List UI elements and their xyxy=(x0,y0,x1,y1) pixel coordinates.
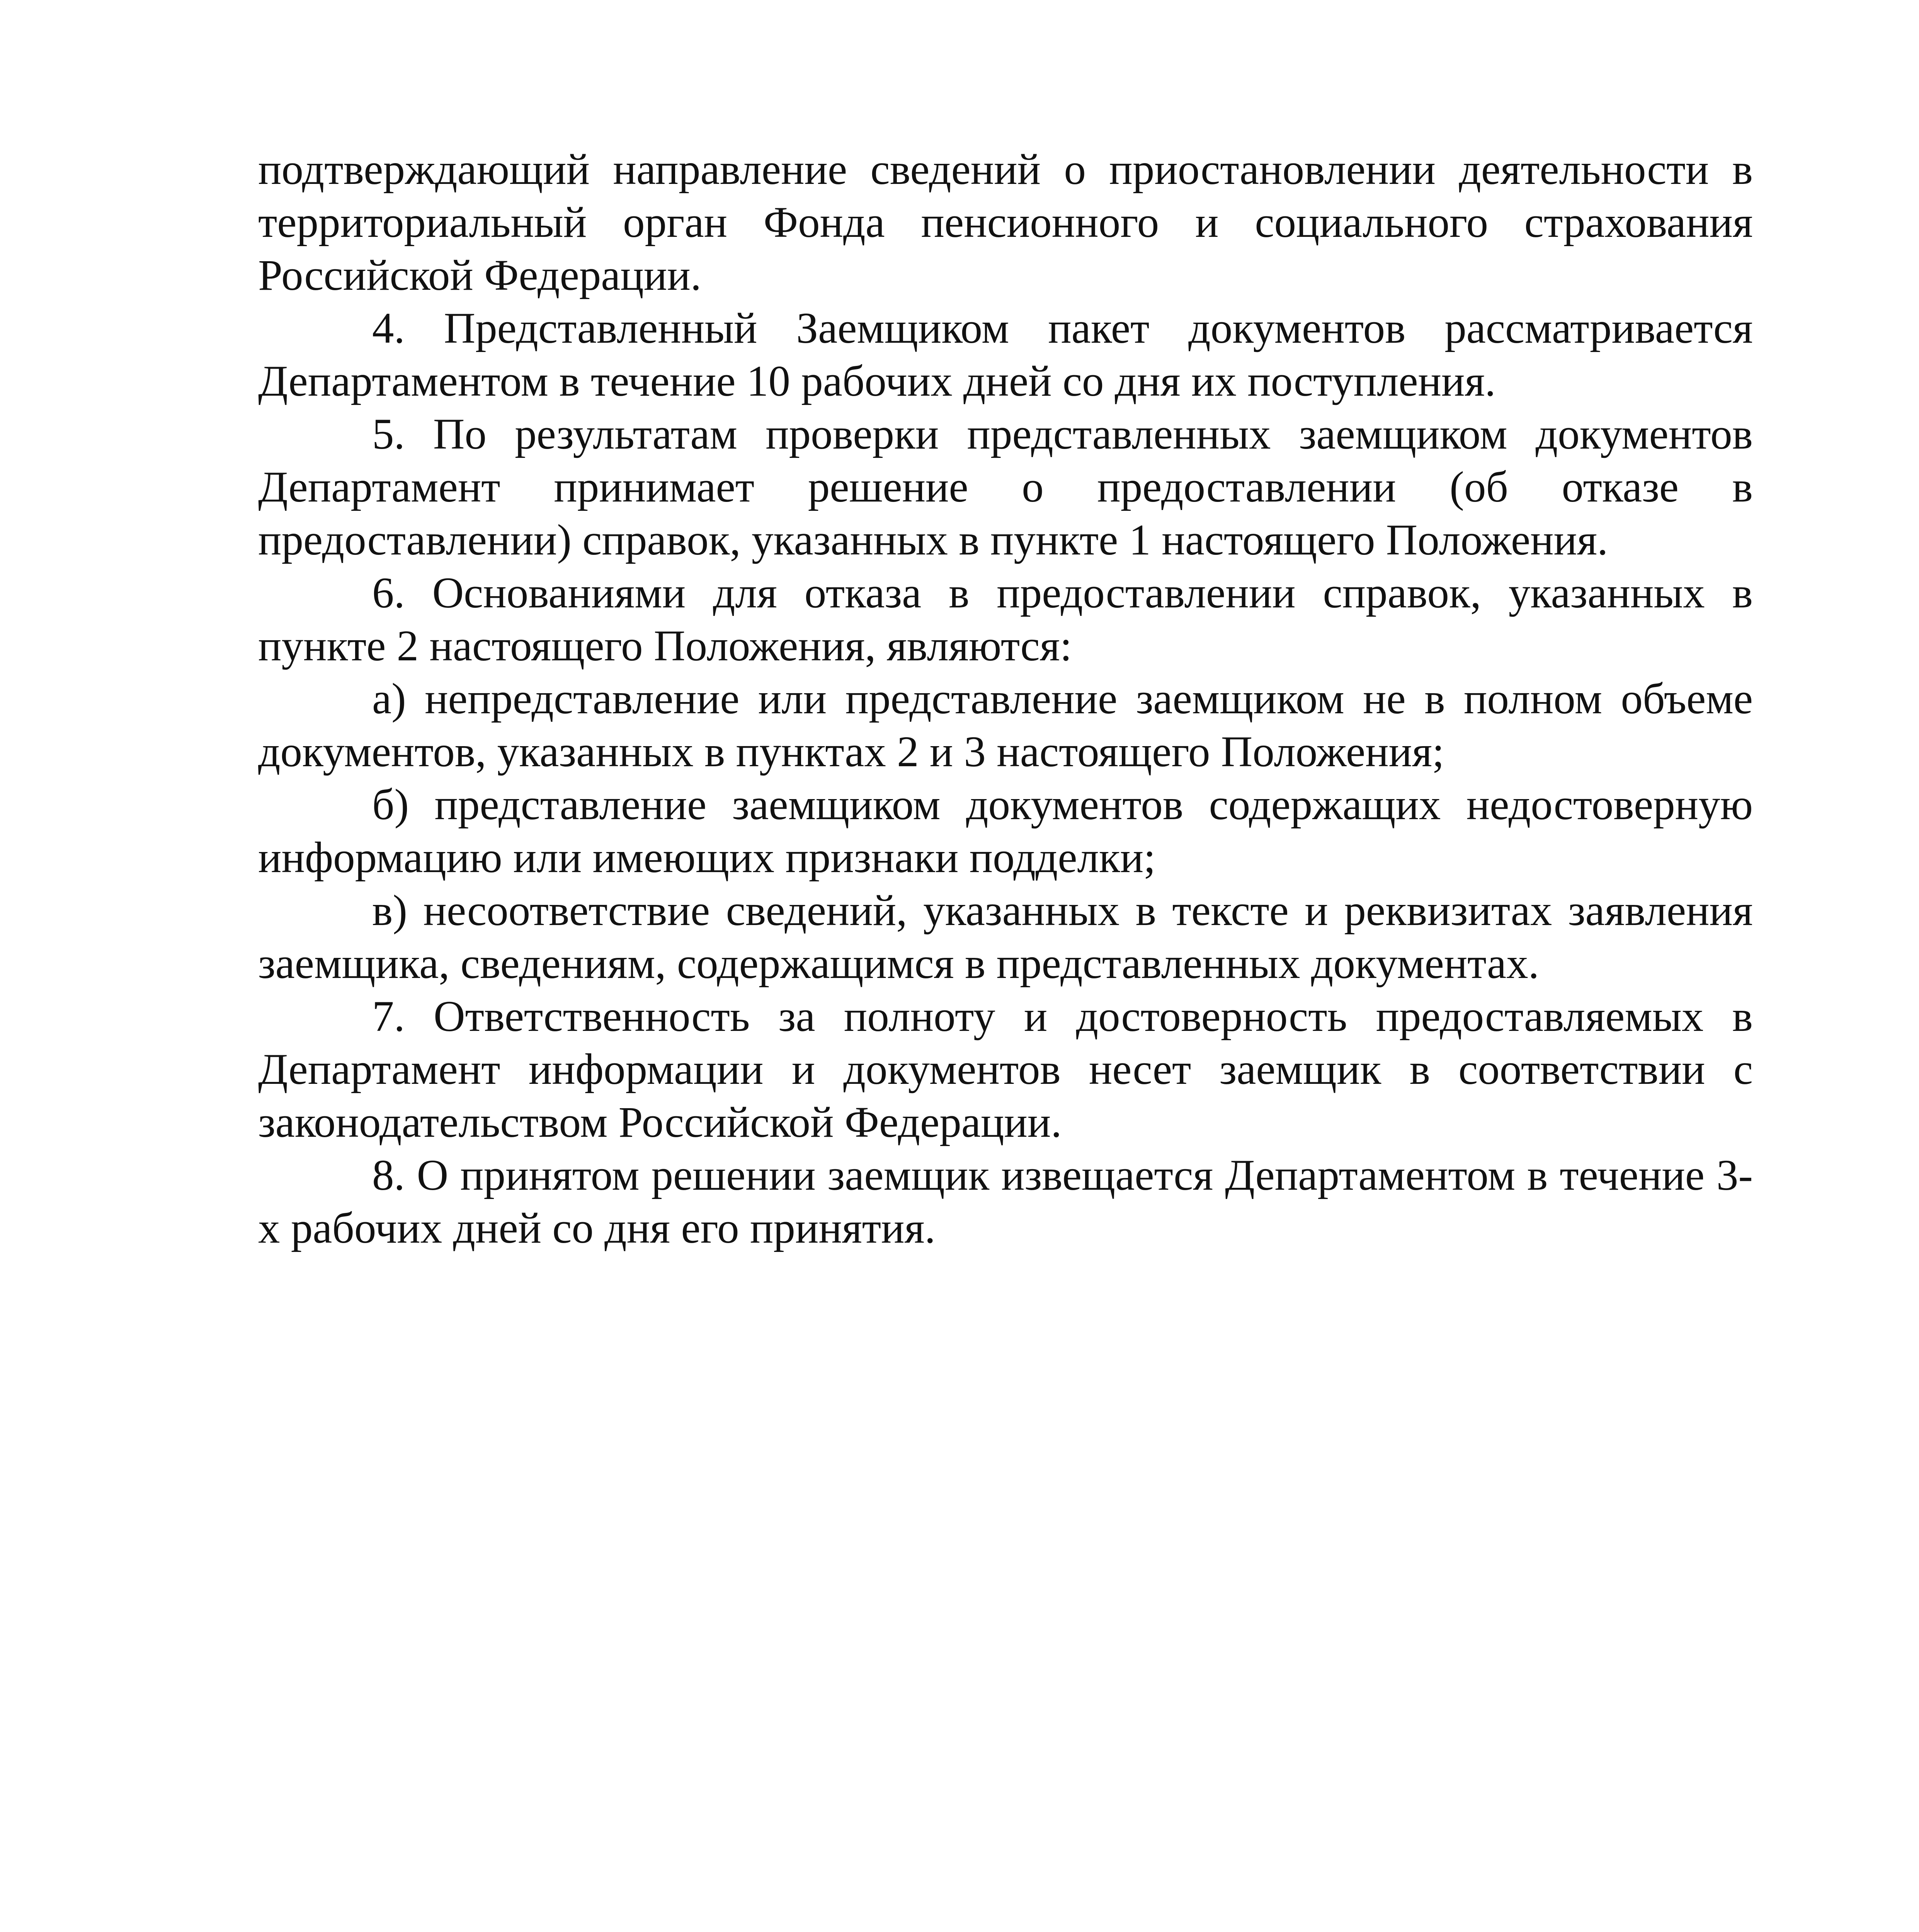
paragraph-subitem-b: б) представление заемщиком документов содержащих недостоверную информацию или имеющих признаки подделки; xyxy=(258,781,1753,882)
paragraph-item-6: 6. Основаниями для отказа в предоставлении справок, указанных в пункте 2 настоящего Положения, являются: xyxy=(258,569,1753,670)
paragraph-item-7: 7. Ответственность за полноту и достоверность предоставляемых в Департамент информации и документов несет заемщик в соответствии с законодательством Российской Федерации. xyxy=(258,992,1753,1146)
paragraph-continuation: подтверждающий направление сведений о приостановлении деятельности в территориальный орган Фонда пенсионного и социального страхования Российской Федерации. xyxy=(258,145,1753,299)
document-body xyxy=(258,143,1753,1255)
paragraph-item-4: 4. Представленный Заемщиком пакет документов рассматривается Департаментом в течение 10 рабочих дней со дня их поступления. xyxy=(258,304,1753,405)
paragraph-item-5: 5. По результатам проверки представленных заемщиком документов Департамент принимает решение о предоставлении (об отказе в предоставлении) справок, указанных в пункте 1 настоящего Положения. xyxy=(258,410,1753,564)
paragraph-item-8: 8. О принятом решении заемщик извещается Департаментом в течение 3-х рабочих дней со дня его принятия. xyxy=(258,1151,1753,1252)
paragraph-subitem-a: а) непредставление или представление заемщиком не в полном объеме документов, указанных в пунктах 2 и 3 настоящего Положения; xyxy=(258,675,1753,776)
paragraph-subitem-v: в) несоответствие сведений, указанных в тексте и реквизитах заявления заемщика, сведениям, содержащимся в представленных документах. xyxy=(258,886,1753,988)
